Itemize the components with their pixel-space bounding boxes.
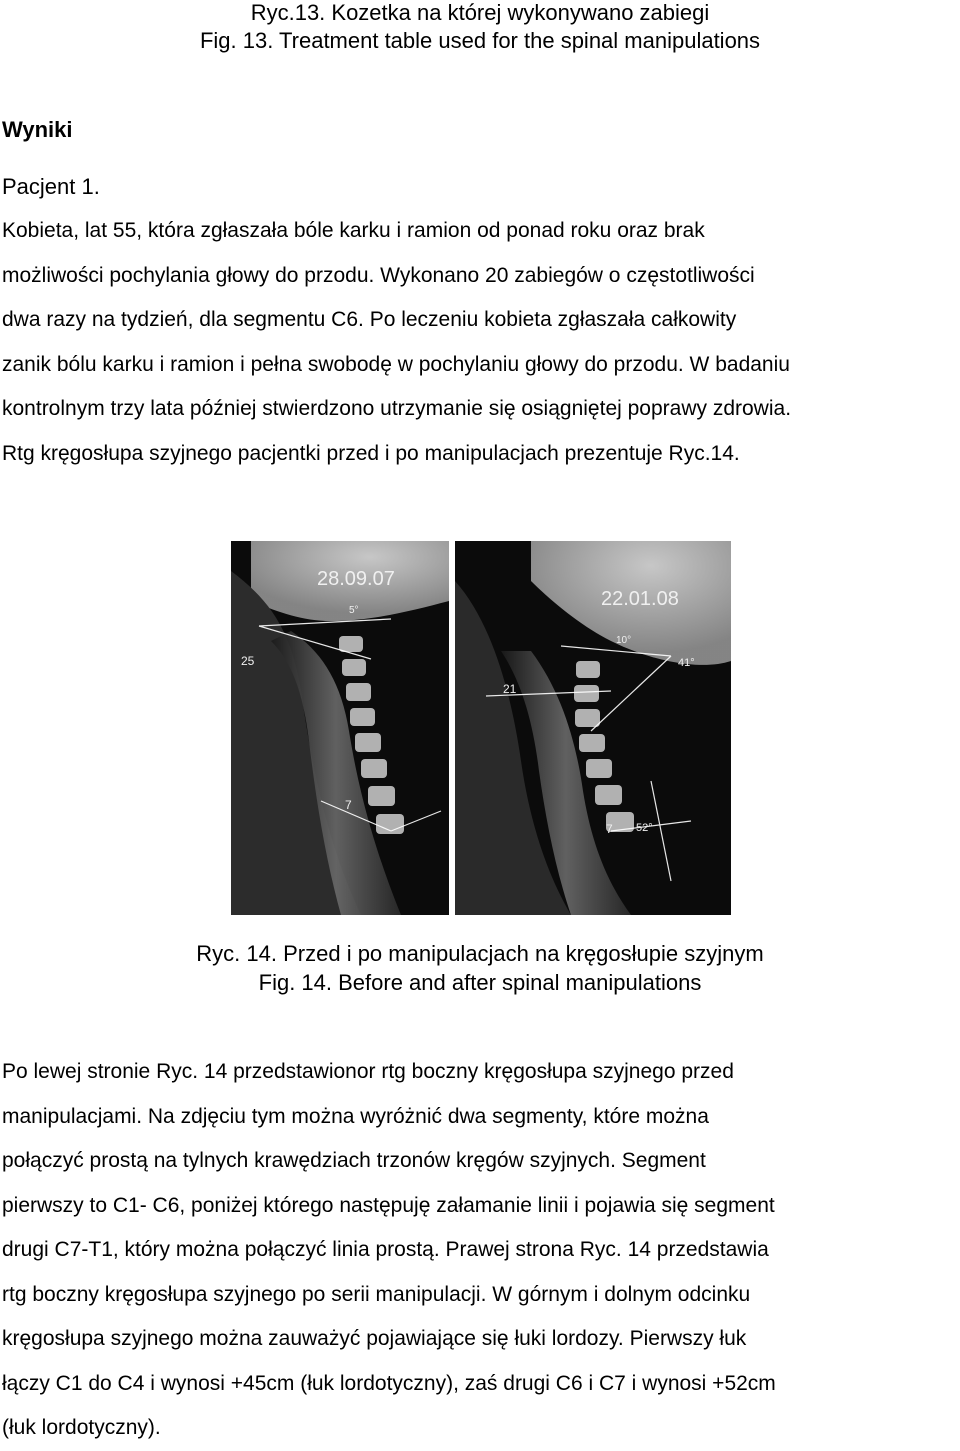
text-line: łączy C1 do C4 i wynosi +45cm (łuk lordotyczny), zaś drugi C6 i C7 i wynosi +52cm [2, 1371, 776, 1395]
text-line: Po lewej stronie Ryc. 14 przedstawionor rtg boczny kręgosłupa szyjnego przed [2, 1060, 734, 1083]
xray-right [455, 541, 731, 915]
xray-left-mark-mid: 25 [241, 654, 255, 668]
paragraph-xray-description [2, 1050, 958, 1451]
xray-right-mark-7: 7 [606, 822, 613, 836]
text-line: Rtg kręgosłupa szyjnego pacjentki przed i po manipulacjach prezentuje Ryc.14. [2, 441, 740, 465]
patient-label: Pacjent 1. [2, 174, 100, 199]
xray-left-mark-low: 7 [345, 798, 352, 812]
text-line: pierwszy to C1- C6, poniżej którego następuję załamanie linii i pojawia się segment [2, 1193, 775, 1217]
text-line: (łuk lordotyczny). [2, 1416, 161, 1439]
section-title: Wyniki [2, 117, 73, 142]
paragraph-patient-history [2, 209, 958, 476]
text-line: połączyć prostą na tylnych krawędziach trzonów kręgów szyjnych. Segment [2, 1149, 706, 1172]
text-line: kontrolnym trzy lata później stwierdzono utrzymanie się osiągniętej poprawy zdrowia. [2, 397, 792, 420]
text-line: zanik bólu karku i ramion i pełna swobodę w pochylaniu głowy do przodu. W badaniu [2, 352, 790, 376]
xray-right-mark-52: 52° [636, 822, 653, 834]
xray-right-date: 22.01.08 [601, 588, 679, 610]
figure14-caption-en: Fig. 14. Before and after spinal manipulations [258, 970, 702, 995]
xray-right-mark-41: 41° [678, 657, 695, 669]
text-line: dwa razy na tydzień, dla segmentu C6. Po leczeniu kobieta zgłaszała całkowity [2, 308, 737, 331]
xray-right-mark-21: 21 [503, 682, 517, 696]
figure13-caption-pl: Ryc.13. Kozetka na której wykonywano zabiegi [250, 0, 710, 25]
text-line: Kobieta, lat 55, która zgłaszała bóle karku i ramion od ponad roku oraz brak [2, 219, 705, 242]
text-line: drugi C7-T1, który można połączyć linia prostą. Prawej strona Ryc. 14 przedstawia [2, 1238, 769, 1261]
text-line: możliwości pochylania głowy do przodu. Wykonano 20 zabiegów o częstotliwości [2, 263, 755, 287]
text-line: rtg boczny kręgosłupa szyjnego po serii manipulacji. W górnym i dolnym odcinku [2, 1282, 751, 1306]
xray-left [231, 541, 449, 915]
xray-left-date: 28.09.07 [317, 568, 395, 590]
xray-figure [231, 541, 731, 915]
figure13-caption-en: Fig. 13. Treatment table used for the spinal manipulations [199, 28, 761, 53]
figure14-caption-pl: Ryc. 14. Przed i po manipulacjach na kręgosłupie szyjnym [196, 941, 764, 966]
text-line: manipulacjami. Na zdjęciu tym można wyróżnić dwa segmenty, które można [2, 1104, 709, 1128]
text-line: kręgosłupa szyjnego można zauważyć pojawiające się łuki lordozy. Pierwszy łuk [2, 1327, 747, 1350]
xray-right-mark-top: 10° [616, 635, 632, 646]
xray-left-mark-top: 5° [349, 605, 359, 616]
